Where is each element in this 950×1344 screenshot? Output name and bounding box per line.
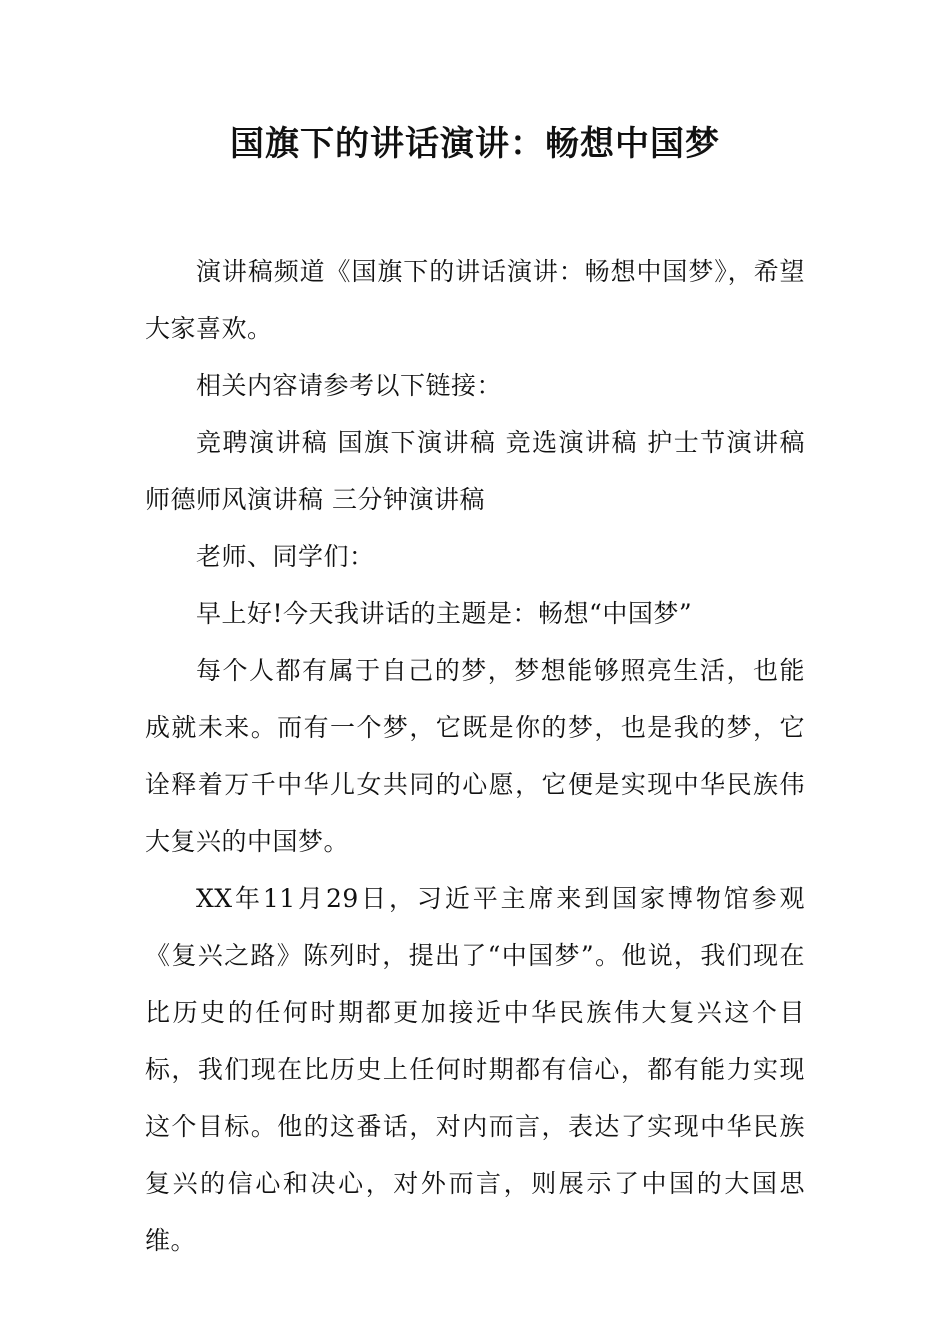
document-body <box>145 243 805 1269</box>
page-title: 国旗下的讲话演讲：畅想中国梦 <box>230 124 720 164</box>
body-paragraph: 每个人都有属于自己的梦，梦想能够照亮生活，也能成就未来。而有一个梦，它既是你的梦，也是我的梦，它诠释着万千中华儿女共同的心愿，它便是实现中华民族伟大复兴的中国梦。 <box>145 656 805 856</box>
salutation: 老师、同学们： <box>196 542 375 571</box>
related-links-list: 竞聘演讲稿 国旗下演讲稿 竞选演讲稿 护士节演讲稿 师德师风演讲稿 三分钟演讲稿 <box>145 428 805 514</box>
related-links-heading: 相关内容请参考以下链接： <box>196 371 503 400</box>
greeting-paragraph: 早上好!今天我讲话的主题是：畅想“中国梦” <box>196 599 693 628</box>
body-paragraph: XX年11月29日，习近平主席来到国家博物馆参观《复兴之路》陈列时，提出了“中国梦”。他说，我们现在比历史的任何时期都更加接近中华民族伟大复兴这个目标，我们现在比历史上任何时期都有信心，都有能力实现这个目标。他的这番话，对内而言，表达了实现中华民族复兴的信心和决心，对外而言，则展示了中国的大国思维。 <box>145 884 805 1255</box>
intro-paragraph: 演讲稿频道《国旗下的讲话演讲：畅想中国梦》，希望大家喜欢。 <box>145 257 805 343</box>
